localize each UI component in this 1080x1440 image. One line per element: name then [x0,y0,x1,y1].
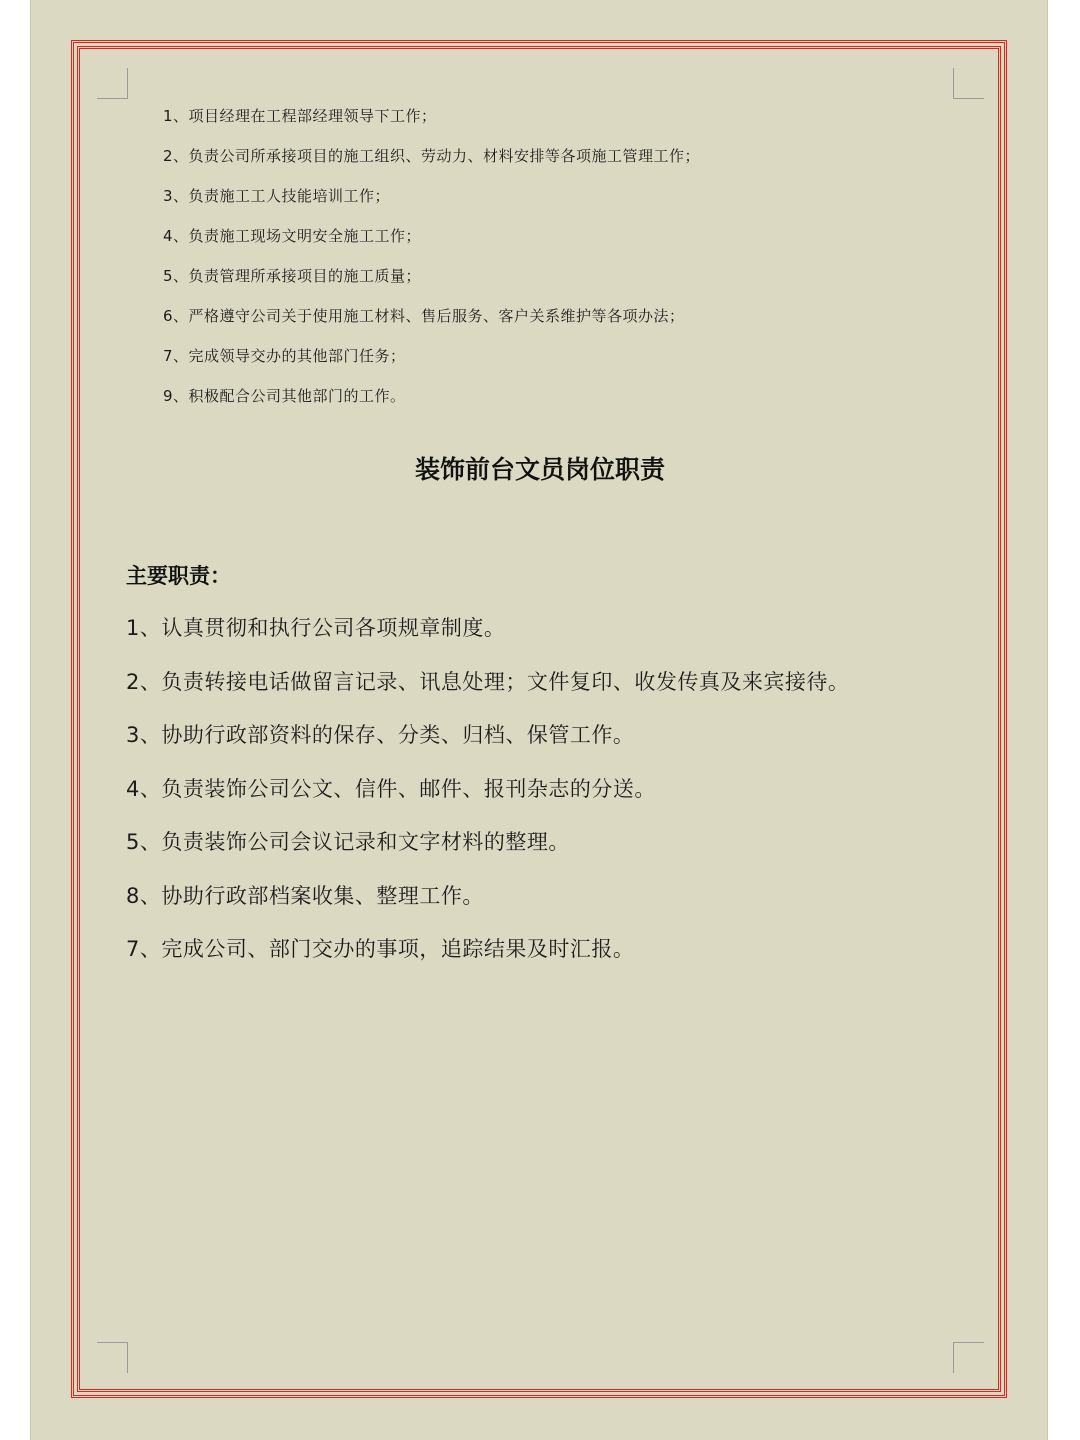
list-item: 4、负责施工现场文明安全施工工作； [163,227,422,245]
margin-corner-mark-bottom-right [953,1342,984,1373]
list-item: 9、积极配合公司其他部门的工作。 [163,387,406,405]
list-item: 4、负责装饰公司公文、信件、邮件、报刊杂志的分送。 [126,776,656,801]
margin-corner-mark-top-right [953,68,984,99]
margin-corner-mark-top-left [97,68,128,99]
list-item: 2、负责转接电话做留言记录、讯息处理；文件复印、收发传真及来宾接待。 [126,669,850,694]
list-item: 3、负责施工工人技能培训工作； [163,187,391,205]
list-item: 1、项目经理在工程部经理领导下工作； [163,107,437,125]
receptionist-duties-list [126,612,849,987]
list-item: 5、负责管理所承接项目的施工质量； [163,267,422,285]
project-manager-duties-list [163,103,700,423]
document-page [30,0,1048,1440]
list-item: 8、协助行政部档案收集、整理工作。 [126,883,484,908]
section-heading: 主要职责： [126,564,231,588]
list-item: 7、完成公司、部门交办的事项，追踪结果及时汇报。 [126,937,635,961]
list-item: 2、负责公司所承接项目的施工组织、劳动力、材料安排等各项施工管理工作； [163,147,701,165]
list-item: 3、协助行政部资料的保存、分类、归档、保管工作。 [126,723,635,747]
list-item: 5、负责装饰公司会议记录和文字材料的整理。 [126,830,570,854]
list-item: 6、严格遵守公司关于使用施工材料、售后服务、客户关系维护等各项办法； [163,307,685,325]
margin-corner-mark-bottom-left [97,1342,128,1373]
list-item: 7、完成领导交办的其他部门任务； [163,347,406,365]
list-item: 1、认真贯彻和执行公司各项规章制度。 [126,616,506,640]
document-title: 装饰前台文员岗位职责 [414,455,665,484]
